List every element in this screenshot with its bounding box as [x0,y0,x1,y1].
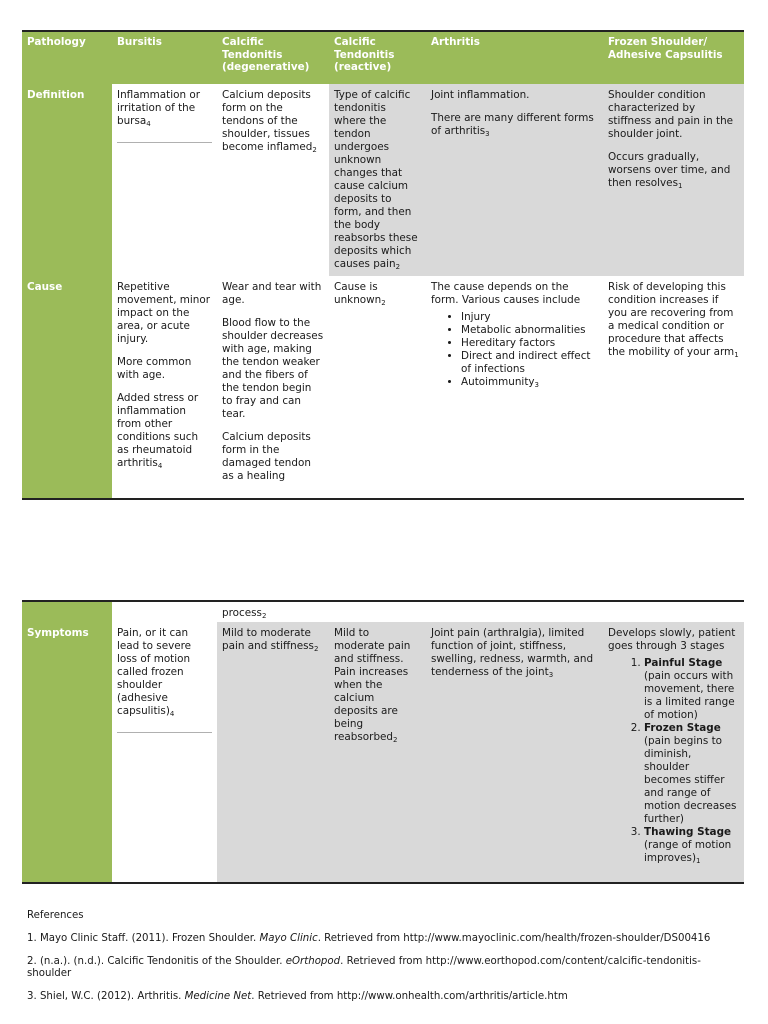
definition-arthritis: Joint inflammation. There are many different forms of arthritis$_3$ [426,84,603,276]
header-calcific-reactive: Calcific Tendonitis (reactive) [329,31,426,84]
cause-arthritis-list [431,311,598,389]
list-item: • Direct and indirect effect of infections [461,350,598,376]
header-bursitis: Bursitis [112,31,217,84]
symptoms-arthritis: Joint pain (arthralgia), limited function of joint, stiffness, swelling, redness, warmth, and tenderness of the joint$_3$ [426,622,603,883]
cause-calcific-degenerative: Wear and tear with age. Blood flow to the shoulder decreases with age, making the tendon weaker and the fibers of the tendon begin to fray and can tear. Calcium deposits form in the damaged tendon as a healing [217,276,329,499]
reference-3: 3. Shiel, W.C. (2012). Arthritis. Medicine Net. Retrieved from http://www.onhealth.com/arthritis/article.htm [27,991,568,1002]
header-pathology: Pathology [22,31,112,84]
continued-frozen-shoulder [603,601,744,622]
symptoms-calcific-reactive: Mild to moderate pain and stiffness. Pain increases when the calcium deposits are being reabsorbed$_2$ [329,622,426,883]
table-row-definition [22,84,744,276]
row-label-symptoms: Symptoms [22,622,112,883]
continued-bursitis [112,601,217,622]
symptoms-frozen-shoulder: Develops slowly, patient goes through 3 stages 1. Painful Stage (pain occurs with movement, there is a limited range of motion) 2. Frozen Stage (pain begins to diminish, shoulder becomes stiffer and range of motion decreases further) 3. Thawing Stage (range of motion $improves)_1$ [603,622,744,883]
definition-bursitis: Inflammation or irritation of the bursa$_4$ [112,84,217,276]
list-item: • Hereditary factors [461,337,598,350]
table-row-cause [22,276,744,499]
reference-2: 2. (n.a.). (n.d.). Calcific Tendonitis of the Shoulder. eOrthopod. Retrieved from http://www.eorthopod.com/content/calcific-tendonitis-shoulder [27,956,701,979]
symptoms-calcific-degenerative: Mild to moderate pain and stiffness$_2$ [217,622,329,883]
row-label-empty [22,601,112,622]
reference-1: 1. Mayo Clinic Staff. (2011). Frozen Shoulder. Mayo Clinic. Retrieved from http://www.mayoclinic.com/health/frozen-shoulder/DS00416 [27,933,711,944]
list-item: 2. Frozen Stage (pain begins to diminish, shoulder becomes stiffer and range of motion decreases further) [644,722,739,826]
cause-arthritis: The cause depends on the form. Various causes include • Injury • Metabolic abnormalities • Hereditary factors • Direct and indirect effect of infections • Autoimmunity$_3$ [426,276,603,499]
pathology-table-continued [22,600,744,884]
table-row-symptoms [22,622,744,883]
list-item: 1. Painful Stage (pain occurs with movement, there is a limited range of motion) [644,657,739,722]
continued-arthritis [426,601,603,622]
row-label-definition: Definition [22,84,112,276]
list-item: • Injury [461,311,598,324]
row-label-cause: Cause [22,276,112,499]
definition-frozen-shoulder: Shoulder condition characterized by stiffness and pain in the shoulder joint. Occurs gradually, worsens over time, and then resolves$_1$ [603,84,744,276]
table-row-continued [22,601,744,622]
pathology-table [22,30,744,500]
cause-bursitis: Repetitive movement, minor impact on the area, or acute injury. More common with age. Added stress or inflammation from other conditions such as rheumatoid arthritis$_4$ [112,276,217,499]
definition-calcific-degenerative: Calcium deposits form on the tendons of the shoulder, tissues become inflamed$_2$ [217,84,329,276]
continued-calcific-degenerative: process$_2$ [217,601,329,622]
list-item: • Metabolic abnormalities [461,324,598,337]
cause-calcific-reactive: Cause is unknown$_2$ [329,276,426,499]
header-arthritis: Arthritis [426,31,603,84]
references-section [27,910,727,1014]
references-heading: References [27,910,84,921]
list-item: 3. Thawing Stage (range of motion $improves)_1$ [644,826,739,865]
header-calcific-degenerative: Calcific Tendonitis (degenerative) [217,31,329,84]
header-frozen-shoulder: Frozen Shoulder/ Adhesive Capsulitis [603,31,744,84]
definition-calcific-reactive: Type of calcific tendonitis where the tendon undergoes unknown changes that cause calcium deposits to form, and then the body reabsorbs these deposits which causes pain$_2$ [329,84,426,276]
cause-frozen-shoulder: Risk of developing this condition increases if you are recovering from a medical condition or procedure that affects the mobility of your arm$_1$ [603,276,744,499]
list-item: • Autoimmunity$_3$ [461,376,598,389]
continued-calcific-reactive [329,601,426,622]
symptoms-bursitis: Pain, or it can lead to severe loss of motion called frozen shoulder (adhesive $capsulitis)_4$ [112,622,217,883]
stages-list [608,657,739,865]
table-header-row [22,31,744,84]
